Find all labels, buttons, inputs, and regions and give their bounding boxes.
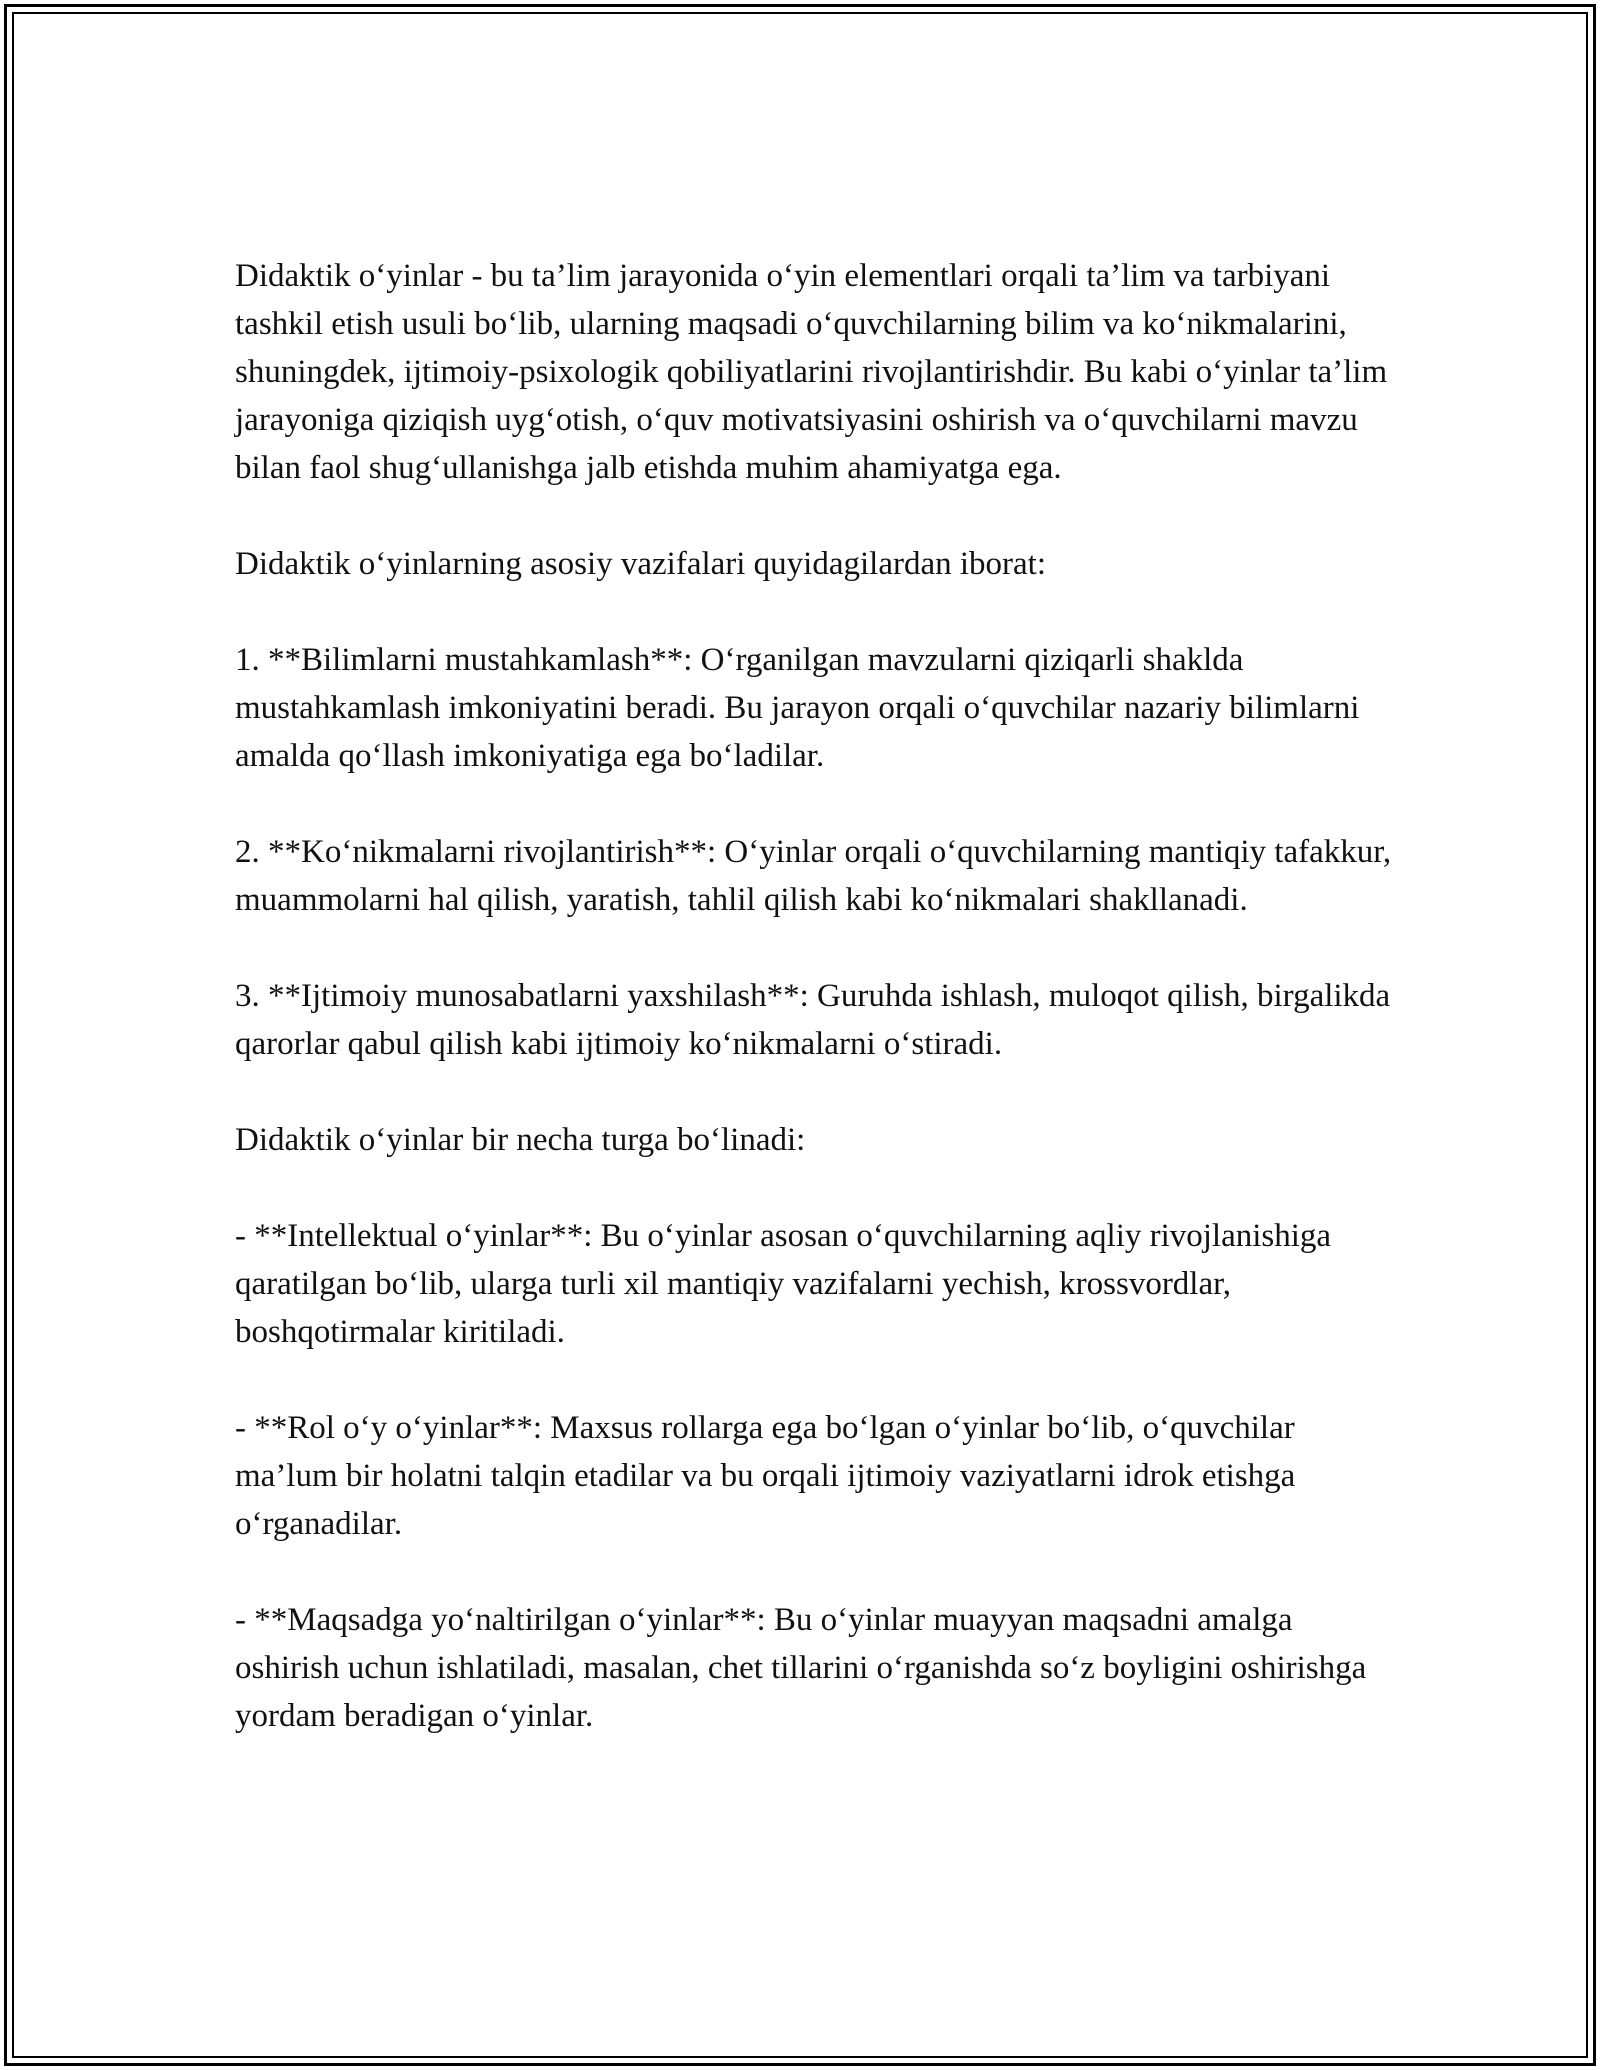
paragraph-types-heading: Didaktik o‘yinlar bir necha turga bo‘linadi: [235, 1122, 806, 1158]
paragraph-type-goal-oriented: - **Maqsadga yo‘naltirilgan o‘yinlar**: Bu o‘yinlar muayyan maqsadni amalga oshirish uchun ishlatiladi, masalan, chet tillarini o‘rganishda so‘z boyligini oshirishga yordam beradigan o‘yinlar. [235, 1602, 1367, 1734]
paragraph-task-1: 1. **Bilimlarni mustahkamlash**: O‘rganilgan mavzularni qiziqarli shaklda mustahkamlash imkoniyatini beradi. Bu jarayon orqali o‘quvchilar nazariy bilimlarni amalda qo‘llash imkoniyatiga ega bo‘ladilar. [235, 642, 1360, 774]
paragraph-task-3: 3. **Ijtimoiy munosabatlarni yaxshilash**: Guruhda ishlash, muloqot qilish, birgalikda qarorlar qabul qilish kabi ijtimoiy ko‘nikmalarni o‘stiradi. [235, 978, 1391, 1062]
document-body [235, 252, 1395, 1740]
paragraph-tasks-heading: Didaktik o‘yinlarning asosiy vazifalari quyidagilardan iborat: [235, 546, 1047, 582]
paragraph-type-intellectual: - **Intellektual o‘yinlar**: Bu o‘yinlar asosan o‘quvchilarning aqliy rivojlanishiga qaratilgan bo‘lib, ularga turli xil mantiqiy vazifalarni yechish, krossvordlar, boshqotirmalar kiritiladi. [235, 1218, 1332, 1350]
paragraph-task-2: 2. **Ko‘nikmalarni rivojlantirish**: O‘yinlar orqali o‘quvchilarning mantiqiy tafakkur, muammolarni hal qilish, yaratish, tahlil qilish kabi ko‘nikmalari shakllanadi. [235, 834, 1392, 918]
paragraph-intro: Didaktik o‘yinlar - bu ta’lim jarayonida o‘yin elementlari orqali ta’lim va tarbiyani tashkil etish usuli bo‘lib, ularning maqsadi o‘quvchilarning bilim va ko‘nikmalarini, shuningdek, ijtimoiy-psixologik qobiliyatlarini rivojlantirishdir. Bu kabi o‘yinlar ta’lim jarayoniga qiziqish uyg‘otish, o‘quv motivatsiyasini oshirish va o‘quvchilarni mavzu bilan faol shug‘ullanishga jalb etishda muhim ahamiyatga ega. [235, 258, 1388, 486]
paragraph-type-role-play: - **Rol o‘y o‘yinlar**: Maxsus rollarga ega bo‘lgan o‘yinlar bo‘lib, o‘quvchilar ma’lum bir holatni talqin etadilar va bu orqali ijtimoiy vaziyatlarni idrok etishga o‘rganadilar. [235, 1410, 1296, 1542]
